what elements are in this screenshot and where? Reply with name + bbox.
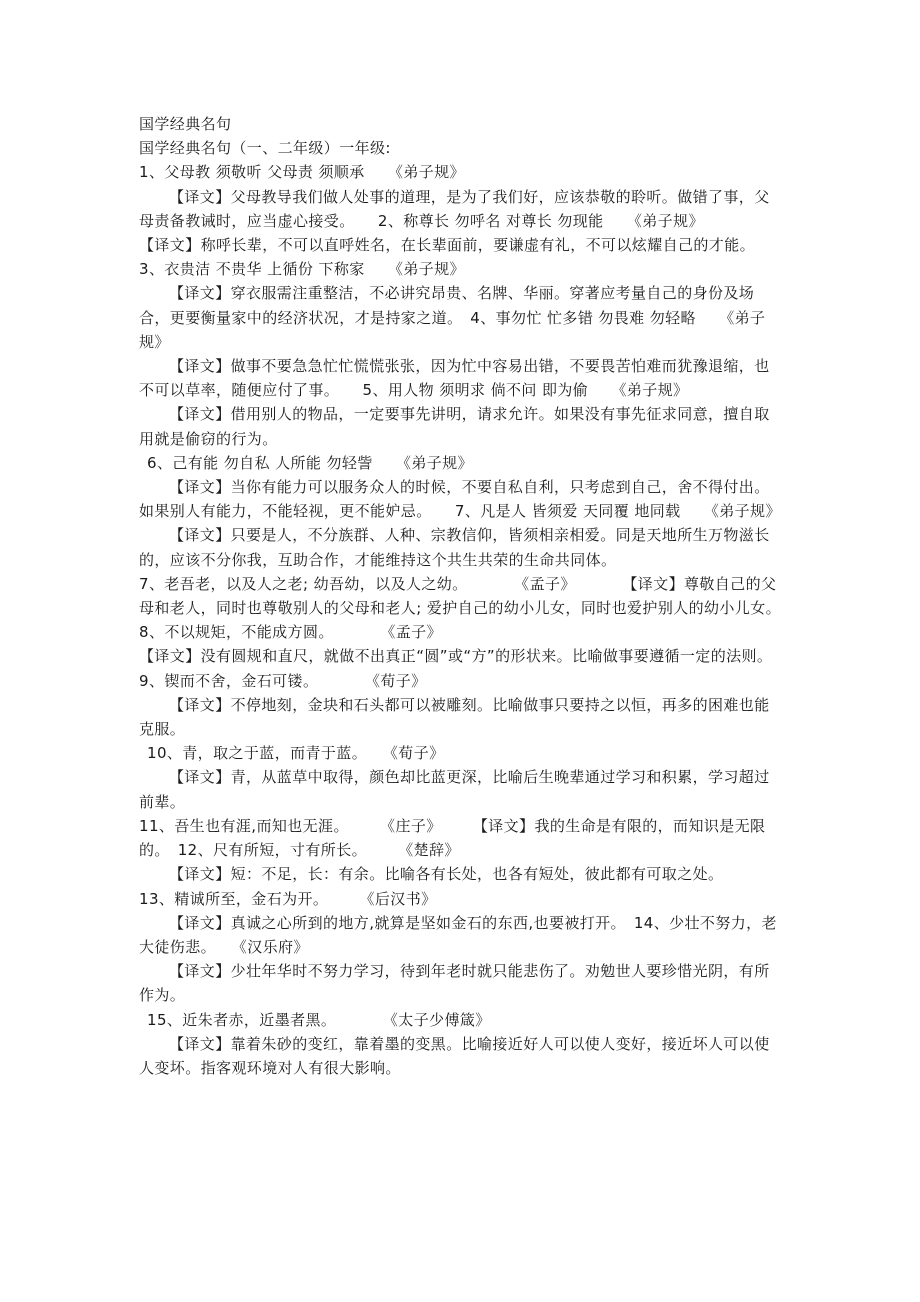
paragraph: 10、青，取之于蓝，而青于蓝。 《荀子》 [147,744,445,763]
paragraph: 【译文】借用别人的物品，一定要事先讲明，请求允许。如果没有事先征求同意，擅自取用就是偷窃的行为。 [139,405,770,448]
paragraph-list [139,160,805,1080]
document-body [139,112,805,1080]
paragraph: 【译文】少壮年华时不努力学习，待到年老时就只能悲伤了。劝勉世人要珍惜光阴，有所作为。 [139,962,770,1005]
paragraph: 9、锲而不舍，金石可镂。 《荀子》 [139,671,427,690]
doc-subtitle: 国学经典名句（一、二年级）一年级: [139,139,391,158]
doc-title: 国学经典名句 [139,115,232,133]
paragraph: 【译文】青，从蓝草中取得，颜色却比蓝更深，比喻后生晚辈通过学习和积累，学习超过前辈。 [139,768,770,811]
paragraph: 【译文】穿衣服需注重整洁，不必讲究昂贵、名牌、华丽。穿著应考量自己的身份及场合，更要衡量家中的经济状况，才是持家之道。 4、事勿忙 忙多错 勿畏难 勿轻略 《弟子规》 [139,284,766,351]
paragraph: 【译文】当你有能力可以服务众人的时候，不要自私自利，只考虑到自己，舍不得付出。如果别人有能力，不能轻视，更不能妒忌。 7、凡是人 皆须爱 天同覆 地同载 《弟子规》 [139,478,781,521]
paragraph: 1、父母教 须敬听 父母责 须顺承 《弟子规》 [139,163,465,182]
paragraph: 7、老吾老，以及人之老; 幼吾幼，以及人之幼。 《孟子》 【译文】尊敬自己的父母和老人，同时也尊敬别人的父母和老人; 爱护自己的幼小儿女，同时也爱护别人的幼小儿女。 8、不以规矩，不能成方圆。 《孟子》 [139,574,805,642]
paragraph: 3、衣贵洁 不贵华 上循份 下称家 《弟子规》 [139,260,465,279]
paragraph: 15、近朱者赤，近墨者黑。 《太子少傅箴》 [147,1010,491,1029]
paragraph: 【译文】父母教导我们做人处事的道理，是为了我们好，应该恭敬的聆听。做错了事，父母责备教诫时，应当虚心接受。 2、称尊长 勿呼名 对尊长 勿现能 《弟子规》 [139,187,770,230]
paragraph: 【译文】靠着朱砂的变红，靠着墨的变黑。比喻接近好人可以使人变好，接近坏人可以使人变坏。指客观环境对人有很大影响。 [139,1034,770,1077]
paragraph: 6、己有能 勿自私 人所能 勿轻訾 《弟子规》 [147,453,473,472]
paragraph: 【译文】真诚之心所到的地方,就算是坚如金石的东西,也要被打开。 14、少壮不努力，老大徒伤悲。 《汉乐府》 [139,913,777,956]
paragraph: 【译文】不停地刻，金块和石头都可以被雕刻。比喻做事只要持之以恒，再多的困难也能克服。 [139,695,770,739]
paragraph: 11、吾生也有涯,而知也无涯。 《庄子》 【译文】我的生命是有限的，而知识是无限的。 12、尺有所短，寸有所长。 《楚辞》 [139,816,766,860]
paragraph: 【译文】做事不要急急忙忙慌慌张张，因为忙中容易出错，不要畏苦怕难而犹豫退缩，也不可以草率，随便应付了事。 5、用人物 须明求 倘不问 即为偷 《弟子规》 [139,357,770,400]
paragraph: 【译文】没有圆规和直尺，就做不出真正“圆”或“方”的形状来。比喻做事要遵循一定的法则。 [139,647,773,666]
paragraph: 【译文】只要是人，不分族群、人种、宗教信仰，皆须相亲相爱。同是天地所生万物滋长的，应该不分你我，互助合作，才能维持这个共生共荣的生命共同体。 [139,526,770,569]
paragraph: 13、精诚所至，金石为开。 《后汉书》 [139,889,437,908]
paragraph: 【译文】短：不足，长：有余。比喻各有长处，也各有短处，彼此都有可取之处。 [169,865,724,884]
paragraph: 【译文】称呼长辈，不可以直呼姓名，在长辈面前，要谦虚有礼，不可以炫耀自己的才能。 [139,236,756,255]
